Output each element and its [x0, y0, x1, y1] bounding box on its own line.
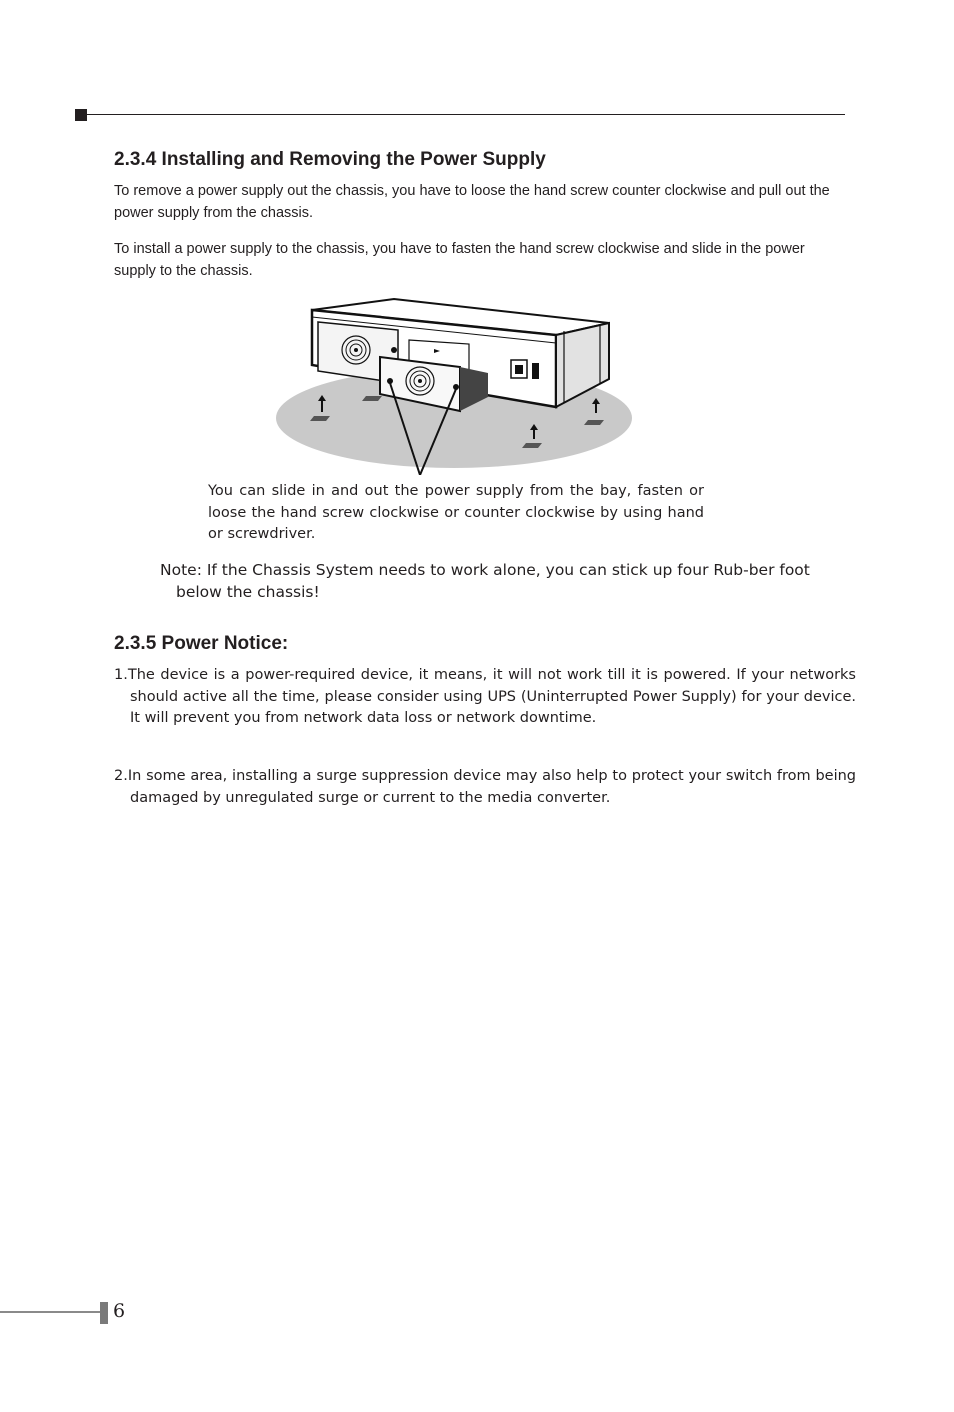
- power-supply-chassis-illustration: [274, 295, 636, 475]
- header-rule: [87, 114, 845, 115]
- power-notice-item-2: 2.In some area, installing a surge suppression device may also help to protect your switch from being damaged by unregulated surge or current to the media converter.: [114, 768, 856, 806]
- install-power-supply-paragraph: To install a power supply to the chassis, you have to fasten the hand screw clockwise and slide in the power supply to the chassis.: [114, 241, 805, 279]
- hand-screw-icon: [391, 347, 397, 353]
- footer-bar-marker: [100, 1302, 108, 1324]
- header-square-marker: [75, 109, 87, 121]
- power-switch-icon: [532, 363, 539, 379]
- rubber-foot-note: Note: If the Chassis System needs to work alone, you can stick up four Rub-ber foot below the chassis!: [160, 561, 810, 601]
- section-heading-2-3-5: 2.3.5 Power Notice:: [114, 633, 289, 654]
- power-notice-item-1: 1.The device is a power-required device, it means, it will not work till it is powered. If your networks should active all the time, please consider using UPS (Uninterrupted Power Supply) for your device. It will prevent you from network data loss or network downtime.: [114, 667, 856, 726]
- footer-rule: [0, 1311, 100, 1313]
- section-heading-2-3-4: 2.3.4 Installing and Removing the Power Supply: [114, 149, 546, 170]
- page-number: 6: [113, 1300, 126, 1322]
- figure-caption: You can slide in and out the power supply from the bay, fasten or loose the hand screw clockwise or counter clockwise by using hand or screwdriver.: [208, 483, 704, 542]
- remove-power-supply-paragraph: To remove a power supply out the chassis, you have to loose the hand screw counter clockwise and pull out the power supply from the chassis.: [114, 183, 830, 221]
